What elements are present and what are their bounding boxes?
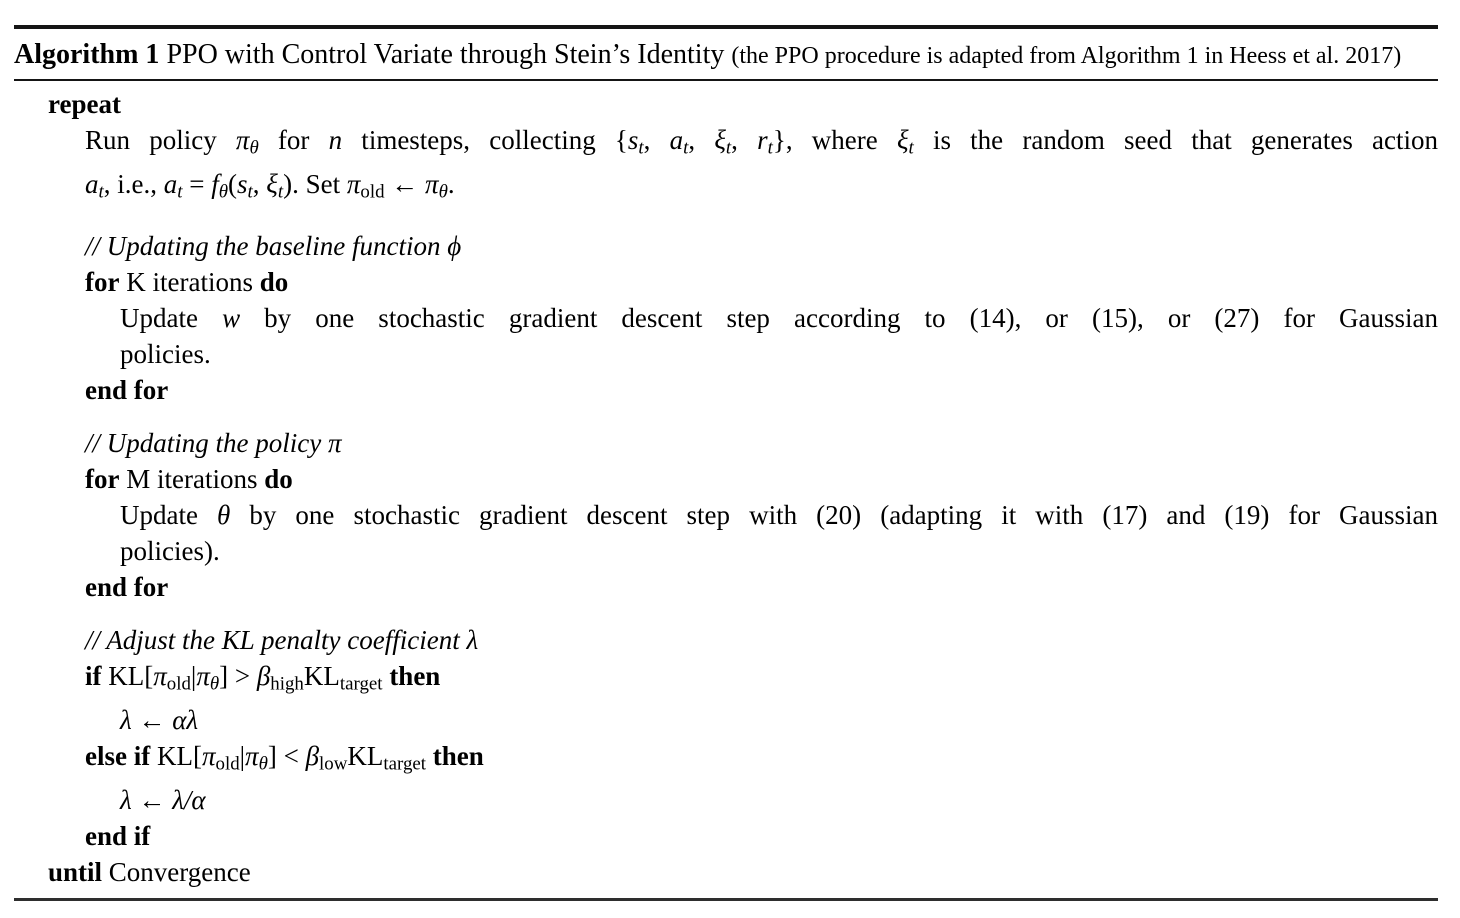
text-run: Update: [120, 499, 218, 530]
text-run: λ: [120, 785, 132, 816]
text-run: Run policy: [85, 125, 236, 155]
text-run: end for: [85, 374, 169, 405]
text-run: β: [305, 741, 320, 772]
text-run: t: [767, 137, 773, 159]
text-run: }: [772, 125, 786, 155]
text-run: old: [166, 673, 191, 695]
text-run: t: [683, 137, 689, 159]
algorithm-line: [14, 461, 1438, 497]
text-run: t: [177, 181, 183, 203]
text-run: π: [196, 660, 210, 691]
text-run: repeat: [48, 89, 121, 119]
text-run: λ: [120, 705, 132, 736]
algorithm-body: [14, 81, 1438, 898]
text-run: PPO with Control Variate through Stein’s Identity: [159, 39, 732, 70]
text-run: ←: [384, 169, 426, 200]
text-run: policies.: [120, 338, 211, 369]
algorithm-figure: [14, 0, 1438, 901]
text-run: β: [256, 660, 271, 691]
algorithm-line: [14, 336, 1438, 372]
text-run: for: [258, 125, 329, 155]
text-run: s: [237, 169, 248, 200]
algorithm-line: [14, 738, 1438, 782]
text-run: θ: [218, 181, 229, 203]
text-run: ,: [252, 169, 267, 200]
text-run: π: [327, 427, 342, 458]
text-run: =: [182, 169, 212, 200]
text-run: ϕ: [447, 230, 462, 261]
text-run: // Updating the policy: [85, 427, 328, 458]
text-run: n: [328, 125, 343, 155]
text-run: KL: [347, 741, 384, 772]
text-run: a: [669, 125, 684, 155]
text-run: f: [211, 169, 219, 200]
algorithm-line: [14, 497, 1438, 533]
text-run: do: [259, 266, 289, 297]
algorithm-line: [14, 818, 1438, 854]
text-run: ←: [131, 705, 173, 736]
text-run: ,: [731, 125, 758, 155]
text-run: end if: [85, 821, 151, 852]
text-run: else if: [85, 741, 151, 772]
text-run: a: [163, 169, 178, 200]
algorithm-caption: [14, 29, 1438, 79]
text-run: KL[: [150, 741, 202, 772]
text-run: (the PPO procedure is adapted from Algorithm 1 in Heess et al. 2017): [731, 43, 1402, 69]
text-run: t: [908, 137, 914, 159]
text-run: target: [339, 673, 383, 695]
text-run: θ: [217, 499, 231, 530]
text-run: ] >: [219, 660, 257, 691]
text-run: .: [447, 169, 455, 200]
text-run: ξ: [896, 125, 909, 155]
text-run: policies).: [120, 535, 220, 566]
text-run: do: [264, 463, 293, 494]
text-run: t: [277, 181, 284, 203]
text-run: for: [85, 266, 120, 297]
algorithm-line: [14, 264, 1438, 300]
text-run: ,: [643, 125, 670, 155]
text-run: ξ: [714, 125, 726, 155]
text-run: θ: [258, 753, 268, 775]
text-run: (: [228, 169, 238, 200]
text-run: // Adjust the KL penalty coefficient: [85, 624, 467, 655]
algorithm-line: [14, 300, 1438, 336]
algorithm-line: [14, 122, 1438, 166]
text-run: θ: [438, 181, 448, 203]
text-run: Convergence: [102, 857, 251, 888]
text-run: αλ: [172, 705, 199, 736]
text-run: π: [201, 741, 216, 772]
text-run: Algorithm 1: [14, 39, 160, 70]
algorithm-line: [14, 86, 1438, 122]
algorithm-line: [14, 569, 1438, 605]
text-run: θ: [209, 673, 220, 695]
text-run: π: [245, 741, 259, 772]
algorithm-line: [14, 533, 1438, 569]
text-run: old: [215, 753, 240, 775]
text-run: π: [346, 169, 361, 200]
text-run: low: [319, 753, 348, 775]
algorithm-line: [14, 658, 1438, 702]
text-run: π: [425, 169, 439, 200]
text-run: then: [432, 741, 484, 772]
text-run: a: [85, 169, 99, 200]
algorithm-line: [14, 782, 1438, 818]
text-run: ←: [131, 785, 173, 816]
text-run: by one stochastic gradient descent step with (20) (adapting it with (17) and (19) for Gaussian: [230, 499, 1439, 530]
algorithm-line: [14, 702, 1438, 738]
text-run: by one stochastic gradient descent step according to (14), or (15), or (27) for Gaussian: [240, 302, 1439, 333]
text-run: [426, 741, 433, 771]
algorithm-line: [14, 372, 1438, 408]
text-run: is the random seed that generates action: [913, 125, 1439, 155]
algorithm-line: [14, 854, 1438, 890]
text-run: KL[: [101, 660, 154, 691]
text-run: |: [239, 741, 246, 772]
text-run: , where: [785, 125, 897, 155]
text-run: w: [222, 302, 241, 333]
text-run: t: [247, 181, 253, 203]
text-run: , i.e.,: [103, 169, 164, 200]
text-run: ξ: [266, 169, 278, 200]
text-run: target: [383, 753, 427, 775]
text-run: M iterations: [119, 463, 265, 494]
text-run: old: [360, 181, 385, 203]
text-run: |: [190, 660, 197, 691]
text-run: λ/α: [172, 785, 206, 816]
algorithm-line: [14, 166, 1438, 210]
text-run: K iterations: [119, 266, 260, 297]
algorithm-line: [14, 622, 1438, 658]
text-run: ). Set: [283, 169, 347, 200]
text-run: timesteps, collecting: [342, 125, 615, 155]
text-run: Update: [120, 302, 223, 333]
text-run: t: [98, 181, 104, 203]
text-run: r: [757, 125, 768, 155]
text-run: t: [638, 137, 644, 159]
text-run: t: [725, 137, 732, 159]
text-run: θ: [249, 137, 259, 159]
algorithm-line: [14, 425, 1438, 461]
text-run: s: [627, 125, 639, 155]
text-run: π: [235, 125, 250, 155]
text-run: λ: [466, 624, 479, 655]
text-run: end for: [85, 571, 169, 602]
text-run: high: [270, 673, 304, 695]
text-run: {: [614, 125, 628, 155]
text-run: ] <: [267, 741, 306, 772]
text-run: ,: [688, 125, 715, 155]
text-run: // Updating the baseline function: [85, 230, 448, 261]
bottom-rule: [14, 898, 1438, 901]
text-run: π: [153, 660, 167, 691]
algorithm-line: [14, 228, 1438, 264]
text-run: for: [85, 463, 120, 494]
text-run: then: [389, 660, 441, 691]
text-run: if: [85, 660, 102, 691]
text-run: until: [48, 857, 103, 888]
text-run: KL: [303, 660, 340, 691]
